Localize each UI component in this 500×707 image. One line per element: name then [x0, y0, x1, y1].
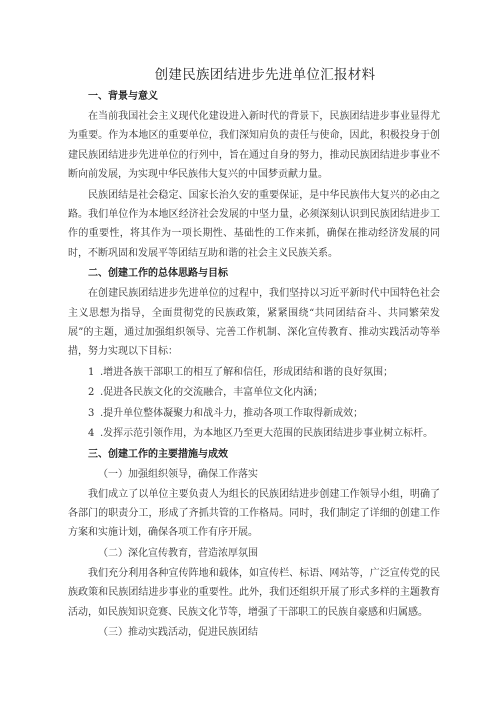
list-number: 1 — [88, 366, 95, 378]
list-text: .促进各民族文化的交流融合，丰富单位文化内涵； — [100, 387, 324, 399]
subsection-heading: （二）深化宣传教育，营造浓厚氛围 — [98, 547, 258, 559]
list-text: .增进各族干部职工的相互了解和信任，形成团结和谐的良好氛围； — [100, 366, 394, 378]
list-text: .提升单位整体凝聚力和战斗力，推动各项工作取得新成效； — [100, 407, 364, 419]
subsection-heading: （一）加强组织领导，确保工作落实 — [98, 468, 258, 480]
subsection-heading: （三）推动实践活动，促进民族团结 — [98, 626, 258, 638]
goal-list-item — [88, 383, 440, 402]
section-heading-background: 一、背景与意义 — [88, 91, 158, 102]
goal-list-item — [88, 363, 440, 382]
paragraph: 我们成立了以单位主要负责人为组长的民族团结进步创建工作领导小组，明确了各部门的职责分工，形成了齐抓共管的工作格局。同时，我们制定了详细的创建工作方案和实施计划，确保各项工作有序开展。 — [68, 488, 440, 539]
paragraph: 在创建民族团结进步先进单位的过程中，我们坚持以习近平新时代中国特色社会主义思想为指导，全面贯彻党的民族政策，紧紧围绕“共同团结奋斗、共同繁荣发展”的主题，通过加强组织领导、完善工作机制、深化宣传教育、推动实践活动等举措，努力实现以下目标： — [68, 288, 440, 358]
list-number: 4 — [88, 428, 95, 440]
paragraph: 我们充分利用各种宣传阵地和载体，如宣传栏、标语、网站等，广泛宣传党的民族政策和民族团结进步事业的重要性。此外，我们还组织开展了形式多样的主题教育活动，如民族知识竞赛、民族文化节等，增强了干部职工的民族自豪感和归属感。 — [68, 567, 440, 618]
document-title: 创建民族团结进步先进单位汇报材料 — [154, 67, 376, 83]
goal-list-item — [88, 424, 440, 443]
section-heading-measures: 三、创建工作的主要措施与成效 — [88, 448, 228, 460]
list-number: 2 — [88, 387, 95, 399]
list-text: .发挥示范引领作用，为本地区乃至更大范围的民族团结进步事业树立标杆。 — [100, 428, 434, 440]
paragraph: 在当前我国社会主义现代化建设进入新时代的背景下，民族团结进步事业显得尤为重要。作为本地区的重要单位，我们深知肩负的责任与使命，因此，积极投身于创建民族团结进步先进单位的行列中，旨在通过自身的努力，推动民族团结进步事业不断向前发展，为实现中华民族伟大复兴的中国梦贡献力量。 — [68, 111, 440, 181]
section-heading-approach: 二、创建工作的总体思路与目标 — [88, 268, 228, 280]
paragraph: 民族团结是社会稳定、国家长治久安的重要保证，是中华民族伟大复兴的必由之路。我们单位作为本地区经济社会发展的中坚力量，必须深刻认识到民族团结进步工作的重要性，将其作为一项长期性、基础性的工作来抓，确保在推动经济发展的同时，不断巩固和发展平等团结互助和谐的社会主义民族关系。 — [68, 189, 440, 259]
list-number: 3 — [88, 407, 95, 419]
goal-list-item — [88, 404, 440, 423]
